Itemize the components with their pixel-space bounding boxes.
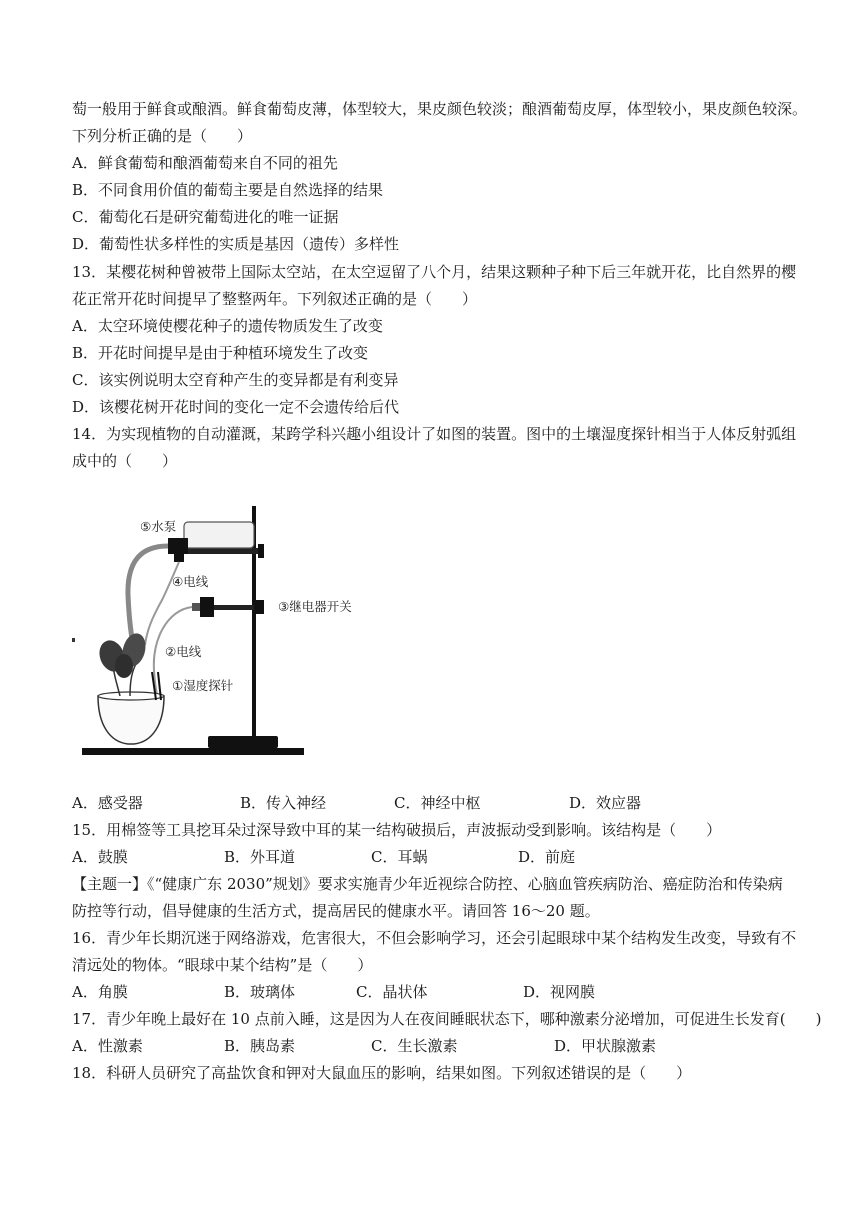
option-b: B．胰岛素 — [224, 1037, 296, 1055]
question-13-stem: 13．某樱花树种曾被带上国际太空站，在太空逗留了八个月，结果这颗种子种下后三年就开花，比自然界的樱 — [72, 263, 797, 281]
option-c: C．生长激素 — [371, 1037, 458, 1055]
water-pump — [184, 522, 254, 548]
option-line: C．葡萄化石是研究葡萄进化的唯一证据 — [72, 208, 339, 226]
option-c: C．耳蜗 — [371, 848, 428, 866]
question-17-options — [72, 1036, 772, 1056]
relay-switch — [200, 597, 214, 617]
question-16-options — [72, 982, 772, 1002]
option-line: D．葡萄性状多样性的实质是基因（遗传）多样性 — [72, 235, 400, 253]
relay-clamp — [212, 605, 256, 610]
option-line: D．该樱花树开花时间的变化一定不会遗传给后代 — [72, 398, 400, 416]
question-14-options — [72, 793, 772, 813]
option-b: B．玻璃体 — [224, 983, 296, 1001]
option-c: C．晶状体 — [356, 983, 428, 1001]
option-d: D．视网膜 — [523, 983, 596, 1001]
option-line: C．该实例说明太空育种产生的变异都是有利变异 — [72, 371, 399, 389]
option-a: A．鼓膜 — [72, 848, 128, 866]
option-line: A．鲜食葡萄和酿酒葡萄来自不同的祖先 — [72, 154, 338, 172]
question-17-stem: 17．青少年晚上最好在 10 点前入睡，这是因为人在夜间睡眠状态下，哪种激素分泌增加，可促进生长发育( ) — [72, 1010, 822, 1028]
option-line: A．太空环境使樱花种子的遗传物质发生了改变 — [72, 317, 383, 335]
question-14-stem: 14．为实现植物的自动灌溉，某跨学科兴趣小组设计了如图的装置。图中的土壤湿度探针相当于人体反射弧组 — [72, 425, 797, 443]
option-a: A．性激素 — [72, 1037, 143, 1055]
option-a: A．角膜 — [72, 983, 128, 1001]
option-line: B．不同食用价值的葡萄主要是自然选择的结果 — [72, 181, 384, 199]
question-16-stem: 16．青少年长期沉迷于网络游戏，危害很大，不但会影响学习，还会引起眼球中某个结构发生改变，导致有不 — [72, 929, 797, 947]
pump-connector — [168, 538, 188, 554]
option-line: B．开花时间提早是由于种植环境发生了改变 — [72, 344, 369, 362]
question-13-stem: 花正常开花时间提早了整整两年。下列叙述正确的是（ ） — [72, 290, 478, 308]
option-b: B．传入神经 — [240, 794, 327, 812]
label-wire-2: ②电线 — [165, 644, 202, 659]
option-c: C．神经中枢 — [394, 794, 481, 812]
irrigation-device-figure — [72, 500, 382, 762]
question-14-stem: 成中的（ ） — [72, 452, 178, 470]
text-line: 下列分析正确的是（ ） — [72, 127, 253, 145]
question-18-stem: 18．科研人员研究了高盐饮食和钾对大鼠血压的影响，结果如图。下列叙述错误的是（ ） — [72, 1064, 692, 1082]
question-16-stem: 清远处的物体。“眼球中某个结构”是（ ） — [72, 956, 373, 974]
option-a: A．感受器 — [72, 794, 143, 812]
option-d: D．效应器 — [569, 794, 642, 812]
plant-leaf — [115, 654, 133, 678]
table-surface — [82, 748, 304, 755]
label-relay-switch: ③继电器开关 — [278, 599, 352, 614]
theme-intro: 防控等行动，倡导健康的生活方式，提高居民的健康水平。请回答 16～20 题。 — [72, 902, 600, 920]
stand-base — [208, 736, 278, 748]
label-wire-4: ④电线 — [172, 574, 209, 589]
option-b: B．外耳道 — [224, 848, 296, 866]
text-line: 萄一般用于鲜食或酿酒。鲜食葡萄皮薄，体型较大，果皮颜色较淡；酿酒葡萄皮厚，体型较小，果皮颜色较深。 — [72, 100, 808, 118]
option-d: D．前庭 — [518, 848, 576, 866]
label-water-pump: ⑤水泵 — [140, 519, 177, 534]
question-15-stem: 15．用棉签等工具挖耳朵过深导致中耳的某一结构破损后，声波振动受到影响。该结构是（ ） — [72, 821, 722, 839]
label-humidity-probe: ①湿度探针 — [172, 678, 234, 693]
theme-intro: 【主题一】《“健康广东 2030”规划》要求实施青少年近视综合防控、心脑血管疾病防治、癌症防治和传染病 — [72, 875, 783, 893]
flower-pot — [98, 696, 164, 744]
option-d: D．甲状腺激素 — [554, 1037, 657, 1055]
question-15-options — [72, 847, 772, 867]
